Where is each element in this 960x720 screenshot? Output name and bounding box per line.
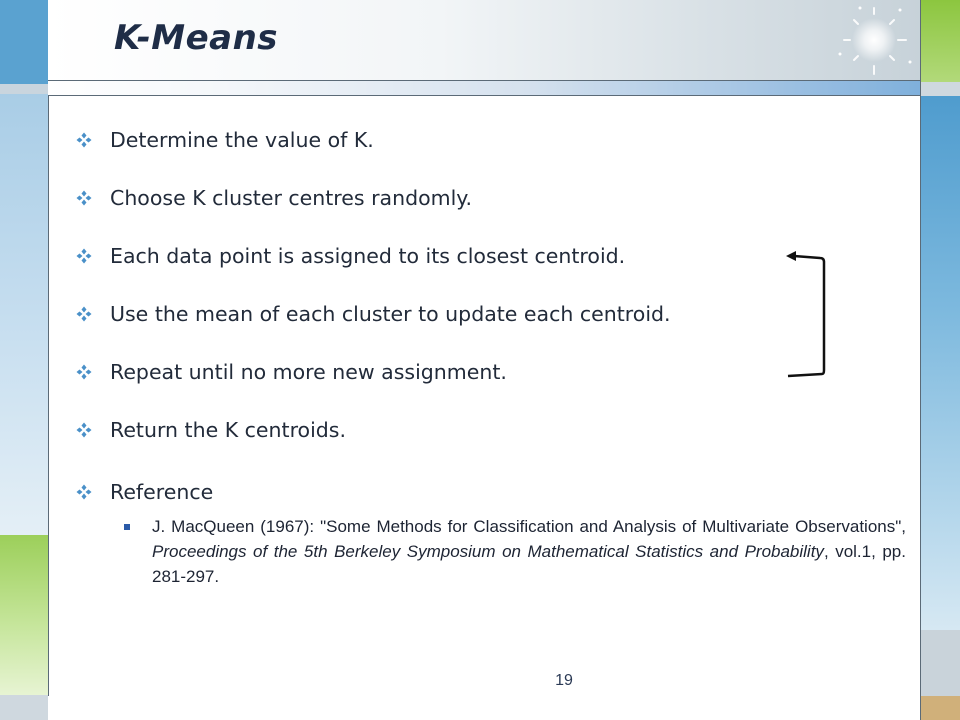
reference-details: , vol.1, pp. 281-297.: [152, 542, 906, 586]
bullet-text: Each data point is assigned to its closest centroid.: [110, 244, 626, 268]
footer-band: [48, 696, 920, 720]
four-diamond-bullet-icon: [76, 484, 92, 500]
square-bullet-icon: [124, 524, 130, 530]
bullet-item-1: [76, 128, 374, 152]
bullet-item-5: [76, 360, 507, 384]
bullet-text: Repeat until no more new assignment.: [110, 360, 507, 384]
reference-venue: Proceedings of the 5th Berkeley Symposium on Mathematical Statistics and Probability: [152, 542, 824, 561]
loop-back-arrow-icon: [780, 246, 840, 382]
slide-title: K-Means: [114, 18, 279, 58]
bullet-item-2: [76, 186, 472, 210]
reference-citation: [152, 514, 906, 589]
four-diamond-bullet-icon: [76, 364, 92, 380]
slide-number: 19: [555, 672, 573, 689]
four-diamond-bullet-icon: [76, 422, 92, 438]
left-decor-bar: [0, 0, 48, 720]
bullet-item-reference: [76, 480, 213, 504]
sparkle-icon: [830, 2, 920, 82]
bullet-text: Reference: [110, 480, 214, 504]
four-diamond-bullet-icon: [76, 190, 92, 206]
bullet-text: Determine the value of K.: [110, 128, 374, 152]
four-diamond-bullet-icon: [76, 248, 92, 264]
right-decor-bar: [920, 0, 960, 720]
reference-paper-title: "Some Methods for Classification and Analysis of Multivariate Observations",: [320, 517, 906, 536]
reference-authors: J. MacQueen (1967):: [152, 517, 321, 536]
left-divider: [48, 0, 49, 720]
bullet-text: Choose K cluster centres randomly.: [110, 186, 473, 210]
four-diamond-bullet-icon: [76, 132, 92, 148]
reference-item: [124, 514, 906, 589]
bullet-item-3: [76, 244, 625, 268]
title-rule: [48, 80, 920, 96]
bullet-item-4: [76, 302, 671, 326]
bullet-text: Use the mean of each cluster to update each centroid.: [110, 302, 671, 326]
right-divider: [920, 0, 921, 720]
four-diamond-bullet-icon: [76, 306, 92, 322]
bullet-item-6: [76, 418, 346, 442]
bullet-text: Return the K centroids.: [110, 418, 347, 442]
